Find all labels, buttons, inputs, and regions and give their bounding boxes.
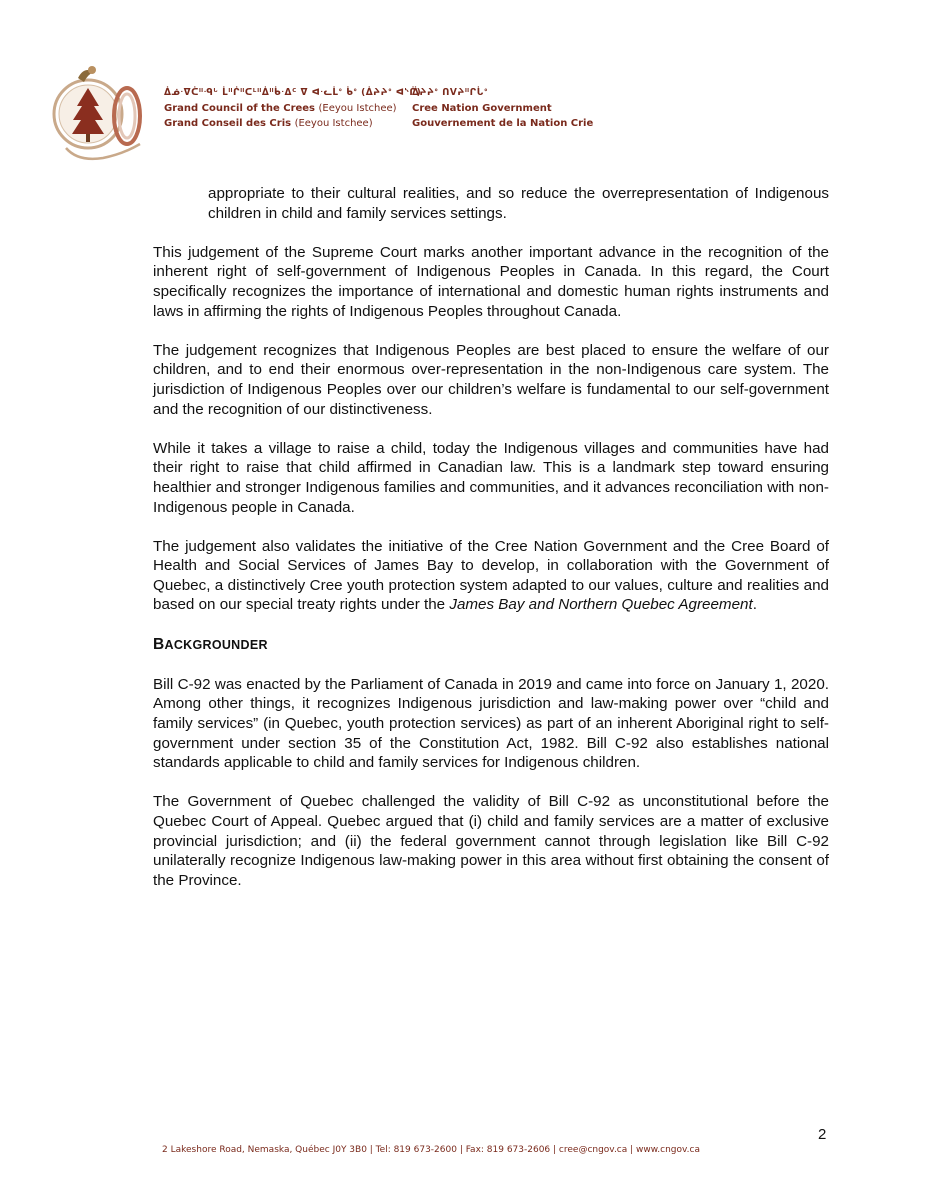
jbnqa-title: James Bay and Northern Quebec Agreement xyxy=(449,596,753,614)
cree-nation-government-name-block xyxy=(412,86,593,131)
cree-nation-government-french: Gouvernement de la Nation Crie xyxy=(412,118,594,129)
paragraph-supreme-court-judgement: This judgement of the Supreme Court marks another important advance in the recognition of the inherent right of self-government of Indigenous Peoples in Canada. In this regard, the Court specifically recognizes the importance of international and domestic human rights instruments and laws in affirming the rights of Indigenous Peoples throughout Canada. xyxy=(153,243,829,320)
document-body xyxy=(153,184,829,910)
paragraph-quebec-challenge: The Government of Quebec challenged the validity of Bill C-92 as unconstitutional before the Quebec Court of Appeal. Quebec argued that (i) child and family services are a matter of exclusive provincial jurisdiction; and (ii) the federal government cannot through legislation like Bill C-92 unilaterally recognize Indigenous law-making power in this area without first obtaining the consent of the Province. xyxy=(153,793,829,889)
grand-council-french-name: Grand Conseil des Cris xyxy=(164,118,292,129)
grand-council-english xyxy=(164,101,421,116)
paragraph-cree-youth-protection xyxy=(153,537,829,615)
section-heading-backgrounder xyxy=(153,635,829,656)
cree-nation-government-english: Cree Nation Government xyxy=(412,103,552,114)
paragraph-end-punctuation: . xyxy=(752,596,757,614)
paragraph-village-raise-child: While it takes a village to raise a child, today the Indigenous villages and communities have had their right to raise that child affirmed in Canadian law. This is a landmark step toward ensuring healthier and stronger Indigenous families and communities, and it advances reconciliation with non-Indigenous people in Canada. xyxy=(153,439,829,516)
letterhead xyxy=(48,58,878,168)
eeyou-istchee-label: (Eeyou Istchee) xyxy=(318,103,397,114)
grand-council-syllabics: ᐄᓅᐧᐁᑖᐦᑴᒡ ᒫᐦᒌᐦᑕᒻᐦᐄᐦᑳᐧᐃᑦ ᐁ ᐊᐧᓚᒫᐤ ᑳᐤ (ᐄᔨᔨᐤ ᐊᔅᒌ) xyxy=(164,88,422,98)
grand-council-french xyxy=(164,116,421,131)
paragraph-welfare-of-children: The judgement recognizes that Indigenous Peoples are best placed to ensure the welfare of our children, and to end their enormous over-representation in the non-Indigenous care system. The jurisdiction of Indigenous Peoples over our children’s welfare is fundamental to our self-government and the recognition of our distinctiveness. xyxy=(153,341,829,418)
grand-council-name-block xyxy=(164,86,421,131)
footer-contact-info: 2 Lakeshore Road, Nemaska, Québec J0Y 3B0 | Tel: 819 673-2600 | Fax: 819 673-2606 | cree@cngov.ca | www.cngov.ca xyxy=(162,1145,700,1155)
paragraph-cree-youth-protection-text: The judgement also validates the initiative of the Cree Nation Government and the Cree Board of Health and Social Services of James Bay to develop, in collaboration with the Government of Quebec, a distinctively Cree youth protection system adapted to our values, culture and realities and based on our special treaty rights under the xyxy=(153,537,829,614)
paragraph-bill-c92: Bill C-92 was enacted by the Parliament of Canada in 2019 and came into force on January 1, 2020. Among other things, it recognizes Indigenous jurisdiction and law-making power over “child and family services” (in Quebec, youth protection services) as part of an inherent Aboriginal right to self-government under section 35 of the Constitution Act, 1982. Bill C-92 also establishes national standards applicable to child and family services for Indigenous children. xyxy=(153,675,829,772)
heading-initial: B xyxy=(153,635,165,653)
heading-rest: ACKGROUNDER xyxy=(164,637,268,652)
page-number: 2 xyxy=(818,1126,827,1143)
grand-council-english-name: Grand Council of the Crees xyxy=(164,103,316,114)
cree-nation-logo xyxy=(48,58,148,166)
cree-nation-syllabics: ᐄᔨᔨᐤ ᑎᐯᔨᐦᒋᒑᐤ xyxy=(412,88,489,98)
paragraph-continuation: appropriate to their cultural realities, and so reduce the overrepresentation of Indigenous children in child and family services settings. xyxy=(208,185,829,222)
eeyou-istchee-label-fr: (Eeyou Istchee) xyxy=(294,118,373,129)
